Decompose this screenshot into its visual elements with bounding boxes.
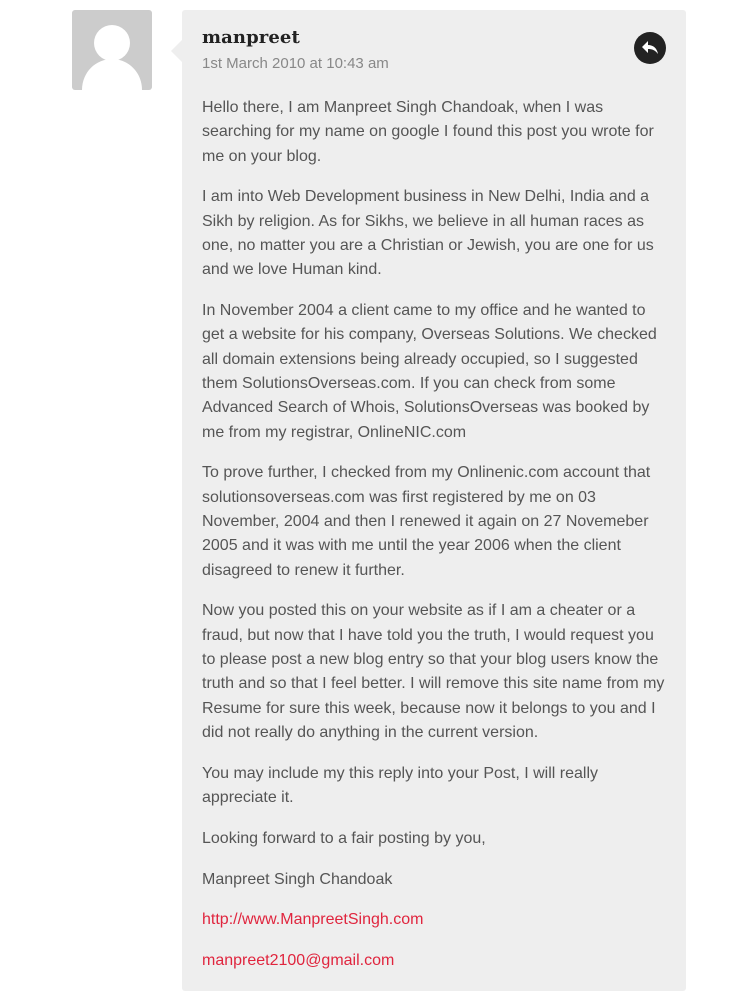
bubble-arrow	[171, 40, 182, 62]
comment-paragraph: I am into Web Development business in New Delhi, India and a Sikh by religion. As for Sikhs, we believe in all human races as one, no matter you are a Christian or Jewish, you are one for us and we love Human kind.	[202, 188, 654, 279]
website-paragraph	[202, 908, 668, 932]
comment-paragraph: Looking forward to a fair posting by you,	[202, 829, 486, 847]
comment-paragraph: Manpreet Singh Chandoak	[202, 870, 393, 888]
comment-paragraph: To prove further, I checked from my Onlinenic.com account that solutionsoverseas.com was first registered by me on 03 November, 2004 and then I renewed it again on 27 Novemeber 2005 and it was with me until the year 2006 when the client disagreed to renew it further.	[202, 464, 651, 579]
comment-paragraph: Hello there, I am Manpreet Singh Chandoak, when I was searching for my name on google I found this post you wrote for me on your blog.	[202, 99, 654, 165]
reply-button[interactable]	[634, 32, 666, 64]
website-link[interactable]: http://www.ManpreetSingh.com	[202, 911, 424, 929]
comment-author: manpreet	[202, 27, 300, 48]
comment-body	[202, 96, 668, 990]
comment-paragraph: In November 2004 a client came to my office and he wanted to get a website for his company, Overseas Solutions. We checked all domain extensions being already occupied, so I suggested them SolutionsOverseas.com. If you can check from some Advanced Search of Whois, SolutionsOverseas was booked by me from my registrar, OnlineNIC.com	[202, 302, 657, 441]
email-link[interactable]: manpreet2100@gmail.com	[202, 952, 395, 970]
reply-icon	[641, 40, 659, 56]
comment-date-link[interactable]: 1st March 2010 at 10:43 am	[202, 55, 389, 72]
avatar	[72, 10, 152, 90]
default-avatar-icon	[72, 10, 152, 90]
comment-bubble	[182, 10, 686, 991]
email-paragraph	[202, 949, 668, 973]
comment-paragraph: Now you posted this on your website as if I am a cheater or a fraud, but now that I have told you the truth, I would request you to please post a new blog entry so that your blog users know the truth and so that I feel better. I will remove this site name from my Resume for sure this week, because now it belongs to you and I did not really do anything in the current version.	[202, 602, 665, 741]
comment-paragraph: You may include my this reply into your Post, I will really appreciate it.	[202, 764, 599, 806]
